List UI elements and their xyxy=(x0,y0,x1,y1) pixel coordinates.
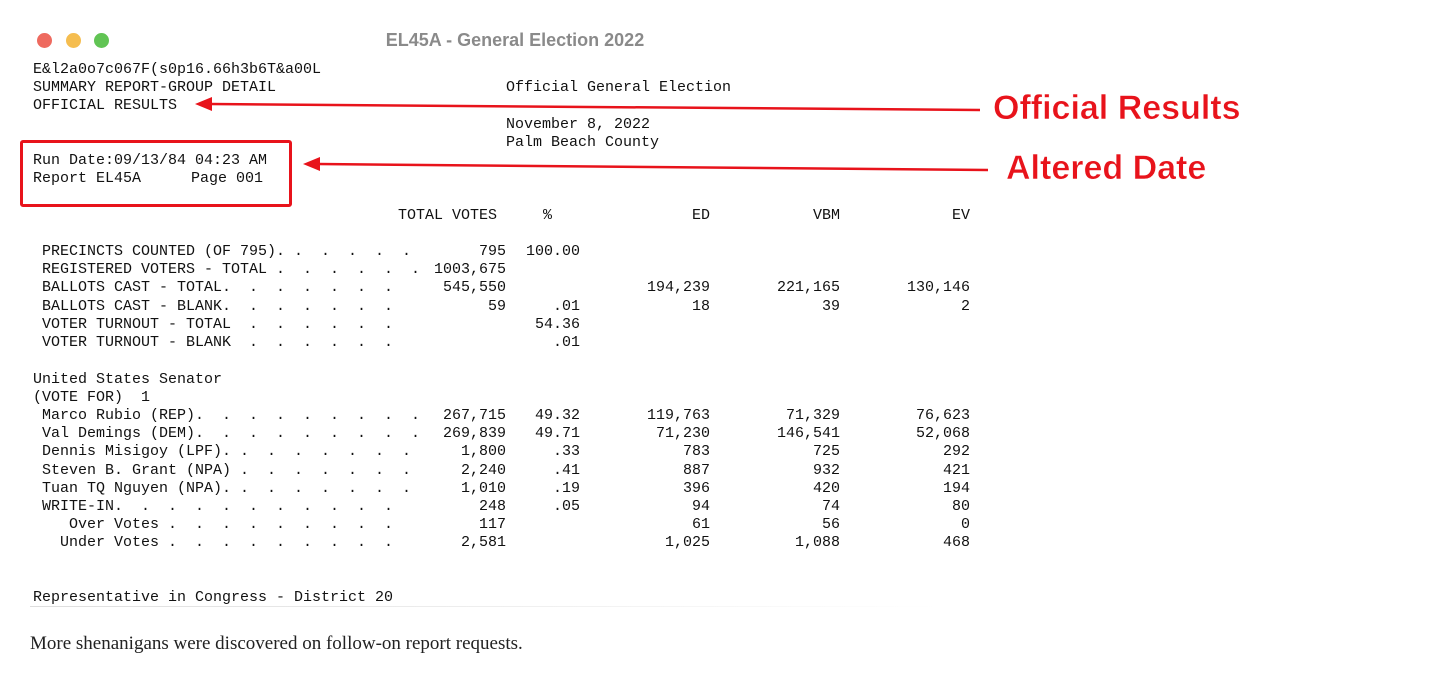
row-ev: 292 xyxy=(942,443,970,461)
row-label: VOTER TURNOUT - BLANK xyxy=(42,334,232,351)
row-ev: 2 xyxy=(960,297,970,315)
row-total-votes: 269,839 xyxy=(442,425,506,443)
row-total-votes: 1,010 xyxy=(460,479,506,497)
election-name: Official General Election xyxy=(506,79,732,96)
row-vbm: 932 xyxy=(812,461,840,479)
row-total-votes: 795 xyxy=(478,243,506,260)
column-header-ed: ED xyxy=(691,207,710,224)
row-leader-dots: . . . . . . . xyxy=(231,443,412,461)
row-label: Steven B. Grant (NPA) xyxy=(42,461,232,479)
row-leader-dots: . . . . . . . . . xyxy=(159,534,394,552)
row-total-votes: 1003,675 xyxy=(433,261,506,279)
row-ed: 783 xyxy=(682,443,710,461)
row-percent: 49.32 xyxy=(534,407,580,424)
row-total-votes: 248 xyxy=(478,498,506,515)
row-label: Val Demings (DEM). xyxy=(42,425,205,443)
row-ed: 94 xyxy=(691,498,710,515)
row-total-votes: 117 xyxy=(478,516,506,534)
row-total-votes: 545,550 xyxy=(442,279,506,297)
row-ed: 887 xyxy=(682,461,710,479)
row-percent: .19 xyxy=(552,479,580,497)
official-results-arrow-line xyxy=(210,104,980,110)
row-ed: 396 xyxy=(682,479,710,497)
row-vbm: 56 xyxy=(821,516,840,534)
row-vbm: 39 xyxy=(821,297,840,315)
altered-date-annotation: Altered Date xyxy=(1006,149,1207,187)
row-ev: 80 xyxy=(951,498,970,515)
row-ev: 194 xyxy=(942,479,970,497)
control-line: E&l2a0o7c067F(s0p16.66h3b6T&a00L xyxy=(33,61,322,78)
row-vbm: 146,541 xyxy=(776,425,840,443)
annotation-arrows xyxy=(0,0,1000,200)
row-percent: 100.00 xyxy=(525,243,580,260)
next-race-title: Representative in Congress - District 20 xyxy=(33,589,394,606)
caption-text: More shenanigans were discovered on follow-on report requests. xyxy=(30,633,523,654)
row-label: REGISTERED VOTERS - TOTAL xyxy=(42,261,268,279)
race-vote-for: (VOTE FOR) 1 xyxy=(33,389,151,406)
row-label: Tuan TQ Nguyen (NPA). xyxy=(42,479,232,497)
official-results-label: OFFICIAL RESULTS xyxy=(33,97,178,114)
row-leader-dots: . . . . . xyxy=(285,243,412,260)
report-fade-divider xyxy=(30,606,940,607)
row-ev: 421 xyxy=(942,461,970,479)
run-date: Run Date:09/13/84 04:23 AM xyxy=(33,152,268,169)
row-total-votes: 2,581 xyxy=(460,534,506,552)
row-ed: 71,230 xyxy=(655,425,710,443)
row-leader-dots: . . . . . . xyxy=(231,297,394,315)
official-results-arrow-head xyxy=(195,97,212,111)
row-label: Over Votes xyxy=(69,516,160,534)
county-name: Palm Beach County xyxy=(506,134,660,151)
row-leader-dots: . . . . . . . xyxy=(231,461,412,479)
row-percent: 49.71 xyxy=(534,425,580,443)
row-percent: .01 xyxy=(552,334,580,351)
election-date: November 8, 2022 xyxy=(506,116,651,133)
column-header-ev: EV xyxy=(951,207,970,224)
row-leader-dots: . . . . . . xyxy=(231,334,394,351)
row-ed: 194,239 xyxy=(646,279,710,297)
column-header-vbm: VBM xyxy=(812,207,840,224)
row-total-votes: 2,240 xyxy=(460,461,506,479)
row-percent: .05 xyxy=(552,498,580,515)
row-leader-dots: . . . . . . . xyxy=(231,479,412,497)
row-label: BALLOTS CAST - TOTAL. xyxy=(42,279,232,297)
row-percent: .01 xyxy=(552,297,580,315)
row-leader-dots: . . . . . . xyxy=(231,315,394,333)
row-total-votes: 1,800 xyxy=(460,443,506,461)
report-summary-title: SUMMARY REPORT-GROUP DETAIL xyxy=(33,79,277,96)
altered-date-arrow-head xyxy=(303,157,320,171)
window-title: EL45A - General Election 2022 xyxy=(385,30,645,50)
row-vbm: 221,165 xyxy=(776,279,840,297)
row-label: VOTER TURNOUT - TOTAL xyxy=(42,315,232,333)
row-label: PRECINCTS COUNTED (OF 795). xyxy=(42,243,286,260)
column-header-total-votes: TOTAL VOTES xyxy=(397,207,497,224)
row-ev: 130,146 xyxy=(906,279,970,297)
row-leader-dots: . . . . . . xyxy=(267,261,421,279)
row-ev: 76,623 xyxy=(915,407,970,424)
row-percent: 54.36 xyxy=(534,315,580,333)
row-leader-dots: . . . . . . xyxy=(231,279,394,297)
row-leader-dots: . . . . . . . . xyxy=(204,407,421,424)
row-ev: 52,068 xyxy=(915,425,970,443)
page-number: Page 001 xyxy=(191,170,264,187)
row-label: Marco Rubio (REP). xyxy=(42,407,205,424)
row-leader-dots: . . . . . . . . . xyxy=(159,516,394,534)
row-total-votes: 59 xyxy=(487,297,506,315)
row-percent: .33 xyxy=(552,443,580,461)
row-vbm: 74 xyxy=(821,498,840,515)
row-ed: 61 xyxy=(691,516,710,534)
row-ed: 18 xyxy=(691,297,710,315)
row-ed: 1,025 xyxy=(664,534,710,552)
row-vbm: 71,329 xyxy=(785,407,840,424)
row-leader-dots: . . . . . . . . . . xyxy=(123,498,394,515)
row-ed: 119,763 xyxy=(646,407,710,424)
report-id: Report EL45A xyxy=(33,170,142,187)
row-vbm: 420 xyxy=(812,479,840,497)
row-leader-dots: . . . . . . . . xyxy=(204,425,421,443)
row-total-votes: 267,715 xyxy=(442,407,506,424)
row-label: Dennis Misigoy (LPF). xyxy=(42,443,232,461)
column-header-percent: % xyxy=(543,207,553,224)
altered-date-arrow-line xyxy=(318,164,988,170)
official-results-annotation: Official Results xyxy=(993,89,1241,127)
row-label: WRITE-IN. xyxy=(42,498,124,515)
row-percent: .41 xyxy=(552,461,580,479)
row-ev: 0 xyxy=(960,516,970,534)
row-vbm: 1,088 xyxy=(794,534,840,552)
row-label: Under Votes xyxy=(60,534,160,552)
row-vbm: 725 xyxy=(812,443,840,461)
row-ev: 468 xyxy=(942,534,970,552)
row-label: BALLOTS CAST - BLANK. xyxy=(42,297,232,315)
race-title: United States Senator xyxy=(33,371,223,388)
